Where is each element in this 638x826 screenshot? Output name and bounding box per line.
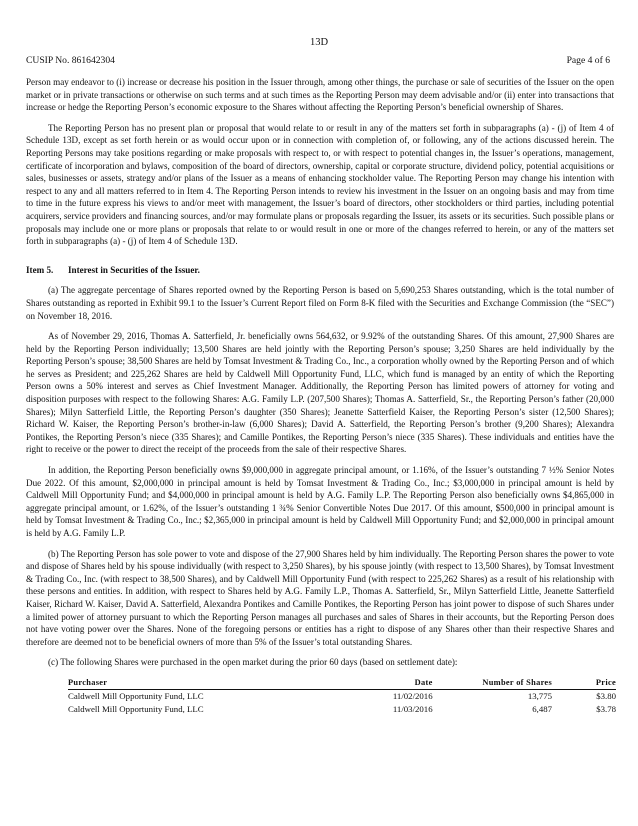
document-body <box>26 76 614 715</box>
purchases-table <box>68 677 616 716</box>
price-cell: $3.78 <box>596 703 616 714</box>
column-header-shares: Number of Shares <box>433 677 552 690</box>
form-title: 13D <box>309 37 329 48</box>
table-row <box>68 703 616 716</box>
date-cell: 11/03/2016 <box>392 703 433 714</box>
cusip-number: CUSIP No. 861642304 <box>26 55 115 66</box>
item-5-heading <box>26 264 614 277</box>
purchaser-cell: Caldwell Mill Opportunity Fund, LLC <box>68 703 204 714</box>
price-cell: $3.80 <box>596 691 616 702</box>
item-title: Interest in Securities of the Issuer. <box>68 264 200 275</box>
page-header <box>26 55 610 66</box>
date-cell: 11/02/2016 <box>392 691 433 702</box>
page-number: Page 4 of 6 <box>566 55 610 66</box>
paragraph-ownership: As of November 29, 2016, Thomas A. Satterfield, Jr. beneficially owns 564,632, or 9.92% of the outstanding Shares. Of this amount, 27,900 Shares are held by the Reporting Person individually; 13,500 Shares are held jointly with the Reporting Person’s spouse; 3,250 Shares are held individually by the Reporting Person’s spouse; 38,500 Shares are held by Tomsat Investment & Trading Co., Inc., a corporation wholly owned by the Reporting Person and of which he serves as President; and 225,262 Shares are held by Caldwell Mill Opportunity Fund, LLC, which fund is managed by an entity of which the Reporting Person owns a 50% interest and serves as Chief Investment Manager. Additionally, the Reporting Person has limited powers of attorney for voting and disposition purposes with respect to the following Shares: A.G. Family L.P. (207,500 Shares); Thomas A. Satterfield, Sr., the Reporting Person’s father (20,000 Shares); Milyn Satterfield Little, the Reporting Person’s daughter (350 Shares); Jeanette Satterfield Kaiser, the Reporting Person’s sister (12,500 Shares); Richard W. Kaiser, the Reporting Person’s brother-in-law (6,000 Shares); David A. Satterfield, the Reporting Person’s brother (9,200 Shares); Alexandra Pontikes, the Reporting Person’s niece (335 Shares); and Camille Pontikes, the Reporting Person’s niece (335 Shares). These individuals and entities have the right to receive or the power to direct the receipt of the proceeds from the sale of their respective Shares. <box>26 331 614 455</box>
paragraph-notes: In addition, the Reporting Person beneficially owns $9,000,000 in aggregate principal amount, or 1.16%, of the Issuer’s outstanding 7 ½% Senior Notes Due 2022. Of this amount, $2,000,000 in principal amount is held by Tomsat Investment & Trading Co., Inc.; $3,000,000 in principal amount is held by Caldwell Mill Opportunity Fund; and $4,000,000 in principal amount is held by A.G. Family L.P. The Reporting Person also beneficially owns $4,865,000 in aggregate principal amount, or 1.62%, of the Issuer’s outstanding 1 ¾% Senior Convertible Notes Due 2017. Of this amount, $500,000 in principal amount is held by Tomsat Investment & Trading Co., Inc.; $2,365,000 in principal amount is held by Caldwell Mill Opportunity Fund; and $2,000,000 in principal amount is held by A.G. Family L.P. <box>26 465 614 538</box>
paragraph-no-present-plan: The Reporting Person has no present plan or proposal that would relate to or result in any of the matters set forth in subparagraphs (a) - (j) of Item 4 of Schedule 13D, except as set forth herein or as would occur upon or in connection with completion of, or following, any of the actions discussed herein. The Reporting Persons may take positions regarding or make proposals with respect to, or with respect to potential changes in, the Issuer’s operations, management, certificate of incorporation and bylaws, composition of the board of directors, ownership, capital or corporate structure, dividend policy, potential acquisitions or sales, businesses or assets, strategy and/or plans of the Issuer as a means of enhancing stockholder value. The Reporting Person may change his intention with respect to any and all matters referred to in Item 4. The Reporting Person intends to review his investment in the Issuer on an ongoing basis and may from time to time in the future express his views to and/or meet with management, the Issuer’s board of directors, other stockholders or third parties, including potential acquirers, service providers and financing sources, and/or may formulate plans or proposals regarding the Issuer, its assets or its securities. Such possible plans or proposals may include one or more plans or proposals that relate to or would result in one or more of the changes referred to herein, or any of the matters set forth in subparagraphs (a) - (j) of Item 4 of Schedule 13D. <box>26 122 614 247</box>
table-header-row <box>68 677 616 690</box>
paragraph-c: (c) The following Shares were purchased in the open market during the prior 60 days (based on settlement date): <box>48 657 458 668</box>
paragraph-intent-continued: Person may endeavor to (i) increase or decrease his position in the Issuer through, among other things, the purchase or sale of securities of the Issuer on the open market or in private transactions or otherwise on such terms and at such times as the Reporting Person may deem advisable and/or (ii) enter into transactions that increase or hedge the Reporting Person’s economic exposure to the Shares without affecting the Reporting Person’s beneficial ownership of Shares. <box>26 77 614 113</box>
paragraph-a: (a) The aggregate percentage of Shares reported owned by the Reporting Person is based on 5,690,253 Shares outstanding, which is the total number of Shares outstanding as reported in Exhibit 99.1 to the Issuer’s Current Report filed on Form 8-K filed with the Securities and Exchange Commission (the “SEC”) on November 18, 2016. <box>26 285 614 321</box>
purchaser-cell: Caldwell Mill Opportunity Fund, LLC <box>68 691 204 702</box>
column-header-purchaser: Purchaser <box>68 677 356 690</box>
shares-cell: 6,487 <box>532 703 553 714</box>
column-header-price: Price <box>552 677 616 690</box>
shares-cell: 13,775 <box>527 691 553 702</box>
column-header-date: Date <box>356 677 433 690</box>
item-number: Item 5. <box>26 264 54 275</box>
table-row <box>68 690 616 703</box>
paragraph-b: (b) The Reporting Person has sole power to vote and dispose of the 27,900 Shares held by him individually. The Reporting Person shares the power to vote and dispose of Shares held by his spouse individually (with respect to 3,250 Shares), by his spouse jointly (with respect to 13,500 Shares), by Tomsat Investment & Trading Co., Inc. (with respect to 38,500 Shares), and by Caldwell Mill Opportunity Fund (with respect to 225,262 Shares) as a result of his relationship with these persons and entities. In addition, with respect to Shares held by A.G. Family L.P., Thomas A. Satterfield, Sr., Milyn Satterfield Little, Jeanette Satterfield Kaiser, Richard W. Kaiser, David A. Satterfield, Alexandra Pontikes and Camille Pontikes, the Reporting Person has joint power to dispose of such Shares under a limited power of attorney pursuant to which the Reporting Person manages all purchases and sales of Shares in their accounts, but the Reporting Person does not have voting power over the Shares. None of the foregoing persons or entities has a right to dispose of any Shares other than their respective Shares and therefore are deemed not to be beneficial owners of more than 5% of the Issuer’s total outstanding Shares. <box>26 548 614 647</box>
